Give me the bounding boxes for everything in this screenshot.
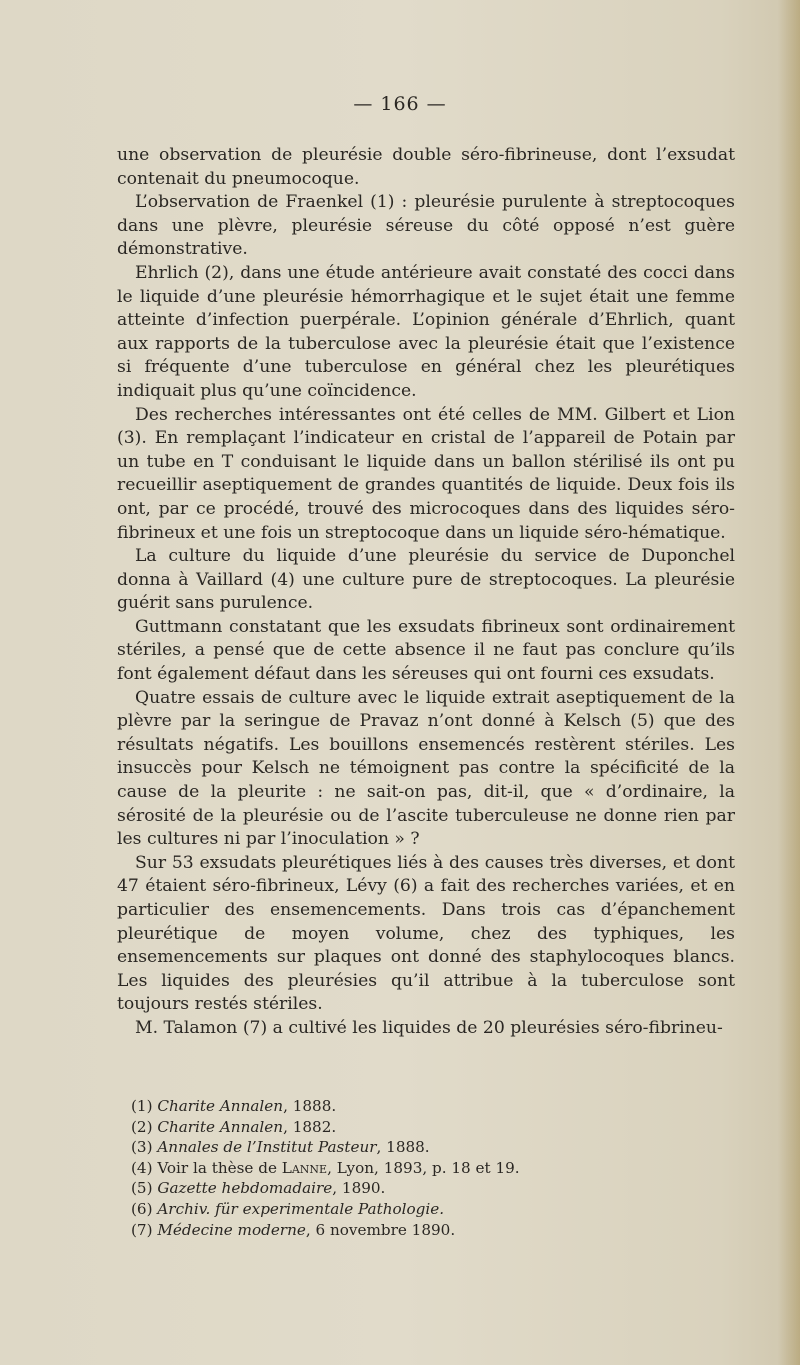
footnotes (131, 1096, 691, 1240)
footnote-detail: , 1890. (332, 1179, 386, 1198)
body-text (117, 144, 735, 1041)
paragraph: Des recherches intéressantes ont été celles de MM. Gilbert et Lion (3). En remplaçant l’indicateur en cristal de l’appareil de Potain par un tube en T conduisant le liquide dans un ballon stérilisé ils ont pu recueillir aseptiquement de grandes quantités de liquide. Deux fois ils ont, par ce procédé, trouvé des microcoques dans des liquides séro-fibrineux et une fois un streptocoque dans un liquide séro-hématique. (117, 404, 735, 543)
paragraph: Quatre essais de culture avec le liquide extrait aseptiquement de la plèvre par la seringue de Pravaz n’ont donné à Kelsch (5) que des résultats négatifs. Les bouillons ensemencés restèrent stériles. Les insuccès pour Kelsch ne témoignent pas contre la spécificité de la cause de la pleurite : ne sait-on pas, dit-il, que « d’ordinaire, la sérosité de la pleurésie ou de l’ascite tuberculeuse ne donne rien par les cultures ni par l’inoculation » ? (117, 687, 735, 850)
footnote-number: (2) (131, 1117, 153, 1136)
footnote (131, 1220, 691, 1241)
page-edge-shadow (778, 0, 800, 1365)
footnote-title: Gazette hebdomadaire (157, 1179, 333, 1198)
footnote-number: (3) (131, 1138, 153, 1157)
footnote-number: (5) (131, 1179, 153, 1198)
paragraph: une observation de pleurésie double séro-fibrineuse, dont l’exsudat contenait du pneumocoque. (117, 145, 735, 189)
paragraph: L’observation de Fraenkel (1) : pleurésie purulente à streptocoques dans une plèvre, pleurésie séreuse du côté opposé n’est guère démonstrative. (117, 192, 735, 260)
paragraph: Guttmann constatant que les exsudats fibrineux sont ordinairement stériles, a pensé que de cette absence il ne faut pas conclure qu’ils font également défaut dans les séreuses qui ont fourni ces exsudats. (117, 616, 735, 685)
page-number: — 166 — (353, 93, 447, 115)
footnote-number: (1) (131, 1097, 153, 1115)
paragraph: Sur 53 exsudats pleurétiques liés à des causes très diverses, et dont 47 étaient séro-fibrineux, Lévy (6) a fait des recherches variées, et en particulier des ensemencements. Dans trois cas d’épanchement pleurétique de moyen volume, chez des typhiques, les ensemencements sur plaques ont donné des staphylocoques blancs. Les liquides des pleurésies qu’il attribue à la tuberculose sont toujours restés stériles. (117, 852, 735, 1015)
footnote-title: Charite Annalen (157, 1117, 284, 1136)
footnote-title: Annales de l’Institut Pasteur (157, 1138, 377, 1157)
paragraph: La culture du liquide d’une pleurésie du service de Duponchel donna à Vaillard (4) une culture pure de streptocoques. La pleurésie guérit sans purulence. (117, 546, 735, 614)
footnote-number: (7) (131, 1220, 153, 1239)
footnote-detail: , 1882. (283, 1117, 337, 1136)
footnote (131, 1096, 691, 1117)
footnote-title: Archiv. für experimentale Pathologie. (157, 1199, 445, 1218)
footnote-prefix: Voir la thèse de (157, 1158, 282, 1177)
footnote-number: (6) (131, 1199, 153, 1218)
footnote-detail: , 6 novembre 1890. (305, 1220, 456, 1239)
footnote-title: Médecine moderne (157, 1220, 306, 1239)
footnote-detail: , 1888. (376, 1138, 430, 1157)
paragraph: Ehrlich (2), dans une étude antérieure avait constaté des cocci dans le liquide d’une pleurésie hémorrhagique et le sujet était une femme atteinte d’infection puerpérale. L’opinion générale d’Ehrlich, quant aux rapports de la tuberculose avec la pleurésie était que l’existence si fréquente d’une tuberculose en général chez les pleurétiques indiquait plus qu’une coïncidence. (117, 262, 735, 401)
footnote-detail: , 1888. (283, 1097, 337, 1115)
footnote (131, 1137, 691, 1158)
footnote (131, 1178, 691, 1199)
paragraph: M. Talamon (7) a cultivé les liquides de 20 pleurésies séro-fibrineu- (135, 1017, 723, 1038)
footnote-detail: , Lyon, 1893, p. 18 et 19. (327, 1158, 520, 1177)
footnote-title: Charite Annalen (157, 1097, 284, 1115)
footnote (131, 1117, 691, 1138)
footnote-author: Lanne (281, 1158, 328, 1177)
footnote (131, 1199, 691, 1220)
footnote (131, 1158, 691, 1179)
footnote-number: (4) (131, 1158, 153, 1177)
